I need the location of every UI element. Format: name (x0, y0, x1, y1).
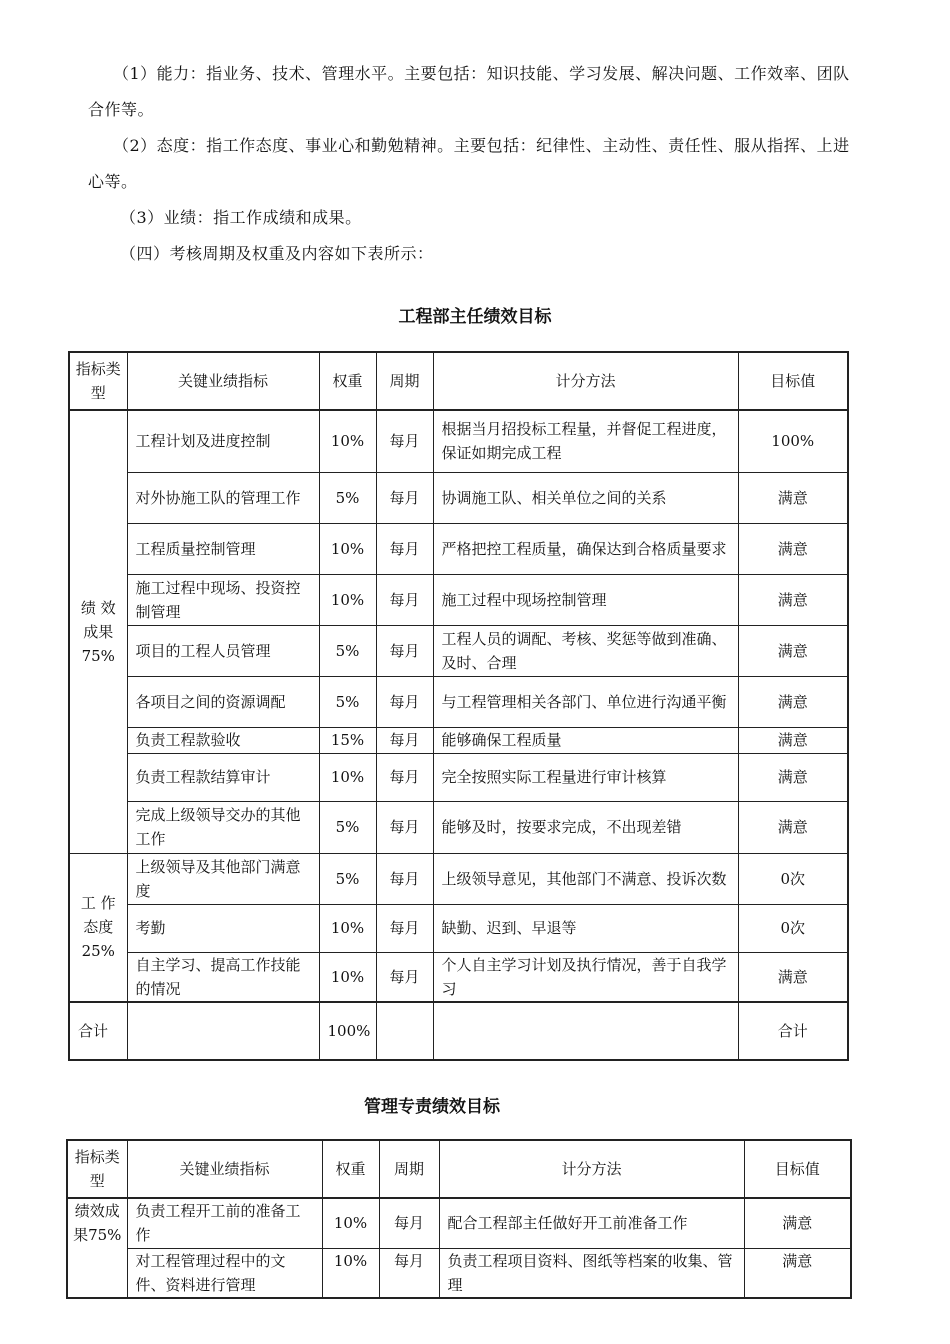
table-row (69, 676, 848, 727)
method-cell: 根据当月招投标工程量，并督促工程进度，保证如期完成工程 (433, 410, 738, 472)
table-row (69, 952, 848, 1002)
weight-cell: 10% (322, 1248, 379, 1298)
kpi-cell: 负责工程款验收 (127, 727, 319, 753)
method-cell: 协调施工队、相关单位之间的关系 (433, 472, 738, 523)
target-cell: 满意 (738, 574, 848, 625)
paragraph-performance: （3）业绩：指工作成绩和成果。 (120, 208, 362, 227)
header-period: 周期 (379, 1140, 439, 1198)
target-cell: 满意 (738, 952, 848, 1002)
target-cell: 满意 (738, 676, 848, 727)
group-label-results: 绩效成果75% (67, 1198, 127, 1298)
paragraph-cycle-intro: （四）考核周期及权重及内容如下表所示： (120, 244, 434, 263)
header-period: 周期 (376, 352, 433, 410)
kpi-cell: 负责工程开工前的准备工作 (127, 1198, 322, 1248)
period-cell: 每月 (379, 1198, 439, 1248)
weight-cell: 5% (319, 676, 376, 727)
kpi-cell: 对工程管理过程中的文件、资料进行管理 (127, 1248, 322, 1298)
header-method: 计分方法 (439, 1140, 744, 1198)
weight-cell: 10% (319, 523, 376, 574)
period-cell: 每月 (376, 523, 433, 574)
table1 (68, 351, 849, 1061)
table-row (69, 625, 848, 676)
header-kpi: 关键业绩指标 (127, 1140, 322, 1198)
kpi-cell: 对外协施工队的管理工作 (127, 472, 319, 523)
header-type: 指标类型 (69, 352, 127, 410)
kpi-cell: 工程计划及进度控制 (127, 410, 319, 472)
kpi-cell: 完成上级领导交办的其他工作 (127, 801, 319, 853)
target-cell: 满意 (738, 625, 848, 676)
weight-cell: 5% (319, 625, 376, 676)
method-cell: 能够确保工程质量 (433, 727, 738, 753)
target-cell: 100% (738, 410, 848, 472)
method-cell: 严格把控工程质量，确保达到合格质量要求 (433, 523, 738, 574)
paragraph-ability: （1）能力：指业务、技术、管理水平。主要包括：知识技能、学习发展、解决问题、工作效率、团队合作等。 (88, 64, 850, 119)
table-row (69, 753, 848, 801)
period-cell: 每月 (376, 853, 433, 904)
header-weight: 权重 (322, 1140, 379, 1198)
table-row (69, 472, 848, 523)
table-row (69, 904, 848, 952)
kpi-cell: 项目的工程人员管理 (127, 625, 319, 676)
table-row (69, 727, 848, 753)
table-row (69, 574, 848, 625)
header-method: 计分方法 (433, 352, 738, 410)
period-cell: 每月 (376, 952, 433, 1002)
target-cell: 满意 (738, 801, 848, 853)
table2-title: 管理专责绩效目标 (364, 1097, 500, 1117)
kpi-cell: 自主学习、提高工作技能的情况 (127, 952, 319, 1002)
table-row (69, 801, 848, 853)
total-target: 合计 (738, 1002, 848, 1060)
kpi-cell: 工程质量控制管理 (127, 523, 319, 574)
header-target: 目标值 (738, 352, 848, 410)
weight-cell: 10% (319, 753, 376, 801)
period-cell: 每月 (376, 410, 433, 472)
period-cell: 每月 (376, 676, 433, 727)
table2-header-row (67, 1140, 851, 1198)
table1-title: 工程部主任绩效目标 (398, 307, 552, 327)
kpi-cell: 上级领导及其他部门满意度 (127, 853, 319, 904)
header-target: 目标值 (744, 1140, 851, 1198)
period-cell: 每月 (379, 1248, 439, 1298)
weight-cell: 10% (319, 952, 376, 1002)
method-cell: 缺勤、迟到、早退等 (433, 904, 738, 952)
total-weight: 100% (319, 1002, 376, 1060)
total-method-empty (433, 1002, 738, 1060)
header-type: 指标类型 (67, 1140, 127, 1198)
target-cell: 满意 (738, 727, 848, 753)
period-cell: 每月 (376, 472, 433, 523)
weight-cell: 10% (319, 410, 376, 472)
table-row (67, 1248, 851, 1298)
weight-cell: 5% (319, 472, 376, 523)
target-cell: 0次 (738, 853, 848, 904)
method-cell: 工程人员的调配、考核、奖惩等做到准确、及时、合理 (433, 625, 738, 676)
target-cell: 满意 (738, 523, 848, 574)
period-cell: 每月 (376, 904, 433, 952)
target-cell: 满意 (738, 753, 848, 801)
period-cell: 每月 (376, 753, 433, 801)
method-cell: 施工过程中现场控制管理 (433, 574, 738, 625)
period-cell: 每月 (376, 574, 433, 625)
target-cell: 满意 (744, 1198, 851, 1248)
kpi-cell: 施工过程中现场、投资控制管理 (127, 574, 319, 625)
method-cell: 配合工程部主任做好开工前准备工作 (439, 1198, 744, 1248)
table-row (69, 523, 848, 574)
header-weight: 权重 (319, 352, 376, 410)
header-kpi: 关键业绩指标 (127, 352, 319, 410)
weight-cell: 5% (319, 801, 376, 853)
method-cell: 上级领导意见，其他部门不满意、投诉次数 (433, 853, 738, 904)
target-cell: 满意 (738, 472, 848, 523)
weight-cell: 10% (319, 574, 376, 625)
period-cell: 每月 (376, 727, 433, 753)
weight-cell: 10% (322, 1198, 379, 1248)
table-row (69, 410, 848, 472)
table-row (69, 853, 848, 904)
method-cell: 能够及时，按要求完成，不出现差错 (433, 801, 738, 853)
kpi-cell: 考勤 (127, 904, 319, 952)
weight-cell: 15% (319, 727, 376, 753)
method-cell: 个人自主学习计划及执行情况，善于自我学习 (433, 952, 738, 1002)
method-cell: 与工程管理相关各部门、单位进行沟通平衡 (433, 676, 738, 727)
group-label-attitude: 工 作态度25% (69, 853, 127, 1002)
weight-cell: 10% (319, 904, 376, 952)
target-cell: 满意 (744, 1248, 851, 1298)
paragraph-attitude: （2）态度：指工作态度、事业心和勤勉精神。主要包括：纪律性、主动性、责任性、服从指挥、上进心等。 (88, 136, 850, 191)
period-cell: 每月 (376, 801, 433, 853)
period-cell: 每月 (376, 625, 433, 676)
group-label-results: 绩 效成果75% (69, 410, 127, 853)
method-cell: 完全按照实际工程量进行审计核算 (433, 753, 738, 801)
weight-cell: 5% (319, 853, 376, 904)
total-period-empty (376, 1002, 433, 1060)
table1-total-row (69, 1002, 848, 1060)
table1-header-row (69, 352, 848, 410)
total-kpi-empty (127, 1002, 319, 1060)
method-cell: 负责工程项目资料、图纸等档案的收集、管理 (439, 1248, 744, 1298)
total-label: 合计 (69, 1002, 127, 1060)
target-cell: 0次 (738, 904, 848, 952)
kpi-cell: 各项目之间的资源调配 (127, 676, 319, 727)
kpi-cell: 负责工程款结算审计 (127, 753, 319, 801)
table-row (67, 1198, 851, 1248)
table2 (66, 1139, 852, 1299)
